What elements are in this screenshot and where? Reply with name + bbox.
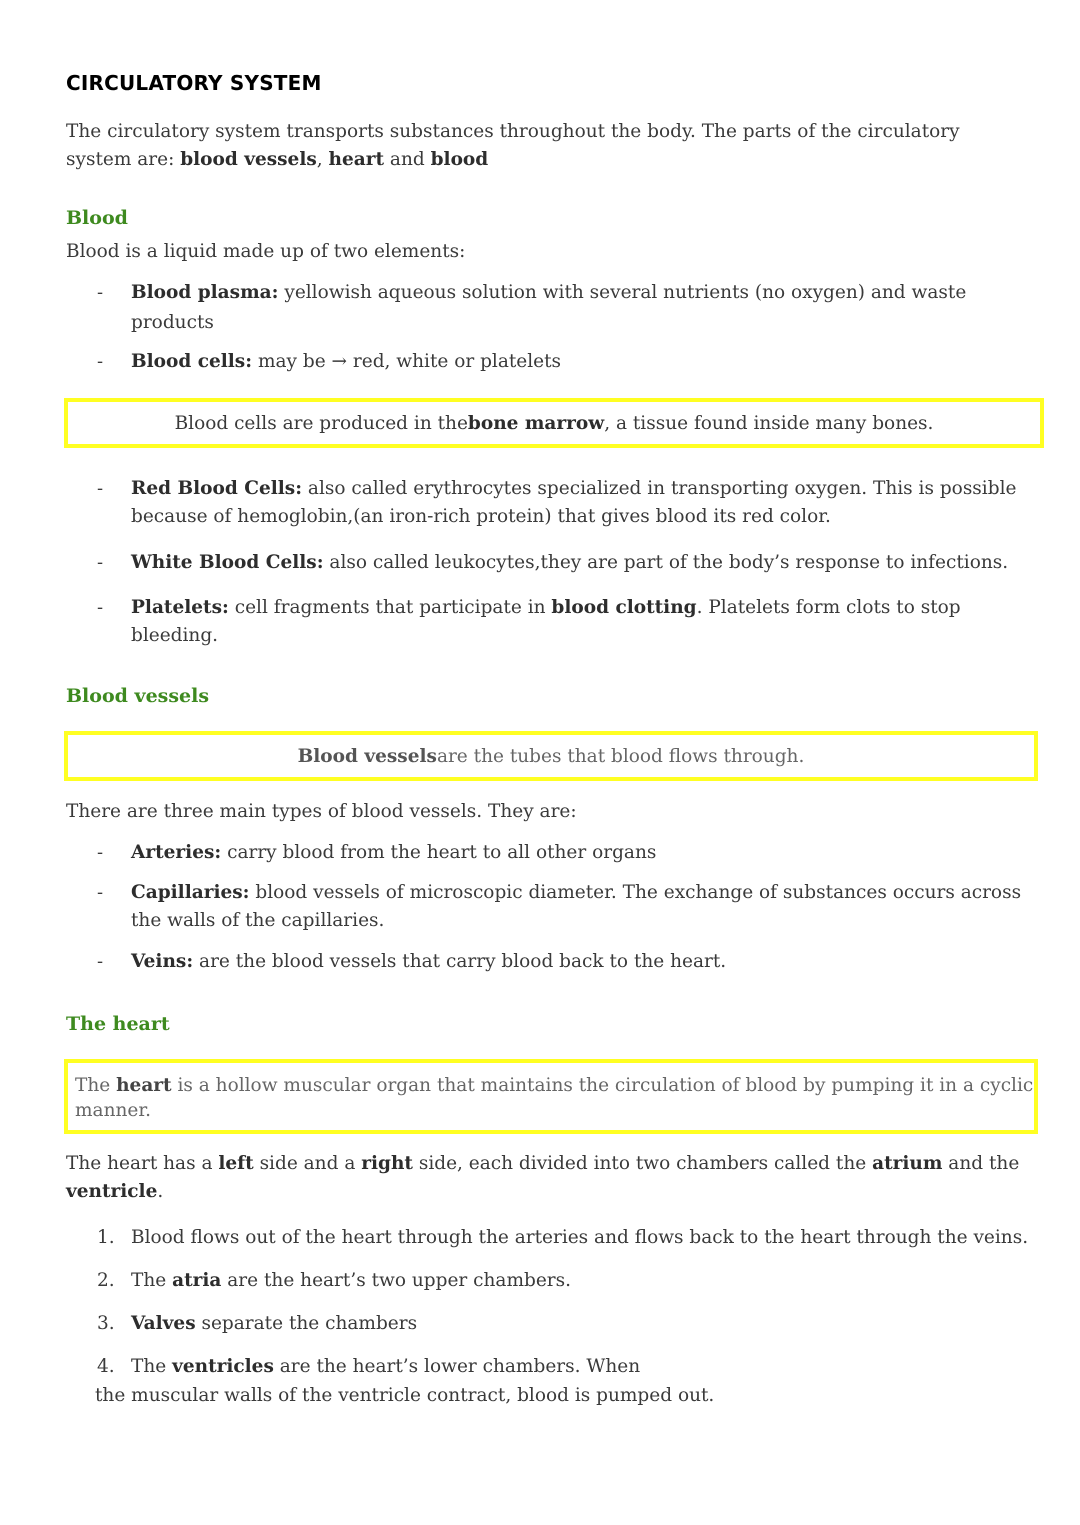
intro-line-2: system are: blood vessels, heart and blood — [66, 149, 489, 170]
numbered-item-4-continuation: the muscular walls of the ventricle contract, blood is pumped out. — [95, 1385, 715, 1406]
section-heading-blood: Blood — [66, 207, 128, 229]
list-item-veins: Veins: are the blood vessels that carry blood back to the heart. — [131, 951, 727, 972]
highlight-box-blood-vessels: Blood vessels are the tubes that blood flows through. — [64, 731, 1038, 781]
list-item-red-blood-cells: Red Blood Cells: also called erythrocytes specialized in transporting oxygen. This is possible because of hemoglobin,(an iron-rich protein) that gives blood its red color. — [131, 478, 1017, 527]
list-item-white-blood-cells: White Blood Cells: also called leukocytes,they are part of the body’s response to infections. — [131, 552, 1009, 573]
list-number: 4. — [97, 1356, 115, 1377]
list-item-blood-cells: Blood cells: may be → red, white or platelets — [131, 351, 562, 372]
list-item-platelets: Platelets: cell fragments that participate in blood clotting. Platelets form clots to stop bleeding. — [131, 597, 961, 646]
bullet-dash: - — [97, 951, 104, 972]
intro-line-1: The circulatory system transports substances throughout the body. The parts of the circulatory — [66, 121, 960, 142]
page-title: CIRCULATORY SYSTEM — [66, 71, 322, 95]
list-item-capillaries: Capillaries: blood vessels of microscopic diameter. The exchange of substances occurs across the walls of the capillaries. — [131, 882, 1022, 931]
list-number: 3. — [97, 1313, 115, 1334]
numbered-item-1: Blood flows out of the heart through the arteries and flows back to the heart through the veins. — [131, 1227, 1029, 1248]
bullet-dash: - — [97, 552, 104, 573]
bullet-dash: - — [97, 478, 104, 499]
highlight-box-heart: The heart is a hollow muscular organ that maintains the circulation of blood by pumping it in a cyclic manner. — [64, 1059, 1038, 1134]
numbered-item-3: Valves separate the chambers — [131, 1313, 418, 1334]
list-number: 1. — [97, 1227, 115, 1248]
bullet-dash: - — [97, 351, 104, 372]
numbered-item-2: The atria are the heart’s two upper chambers. — [131, 1270, 571, 1291]
list-item-arteries: Arteries: carry blood from the heart to all other organs — [131, 842, 657, 863]
list-number: 2. — [97, 1270, 115, 1291]
highlight-box-bone-marrow: Blood cells are produced in the bone marrow , a tissue found inside many bones. — [64, 398, 1044, 448]
blood-intro: Blood is a liquid made up of two elements: — [66, 241, 466, 262]
bullet-dash: - — [97, 282, 104, 303]
section-heading-heart: The heart — [66, 1013, 170, 1035]
bullet-dash: - — [97, 597, 104, 618]
heart-intro: The heart has a left side and a right side, each divided into two chambers called the atrium and the ventricle. — [66, 1153, 1020, 1202]
section-heading-blood-vessels: Blood vessels — [66, 685, 210, 707]
list-item-blood-plasma: Blood plasma: yellowish aqueous solution with several nutrients (no oxygen) and waste products — [131, 282, 967, 333]
bullet-dash: - — [97, 882, 104, 903]
numbered-item-4: The ventricles are the heart’s lower chambers. When — [131, 1356, 641, 1377]
vessels-intro: There are three main types of blood vessels. They are: — [66, 801, 577, 822]
bullet-dash: - — [97, 842, 104, 863]
intro-paragraph — [66, 118, 960, 174]
